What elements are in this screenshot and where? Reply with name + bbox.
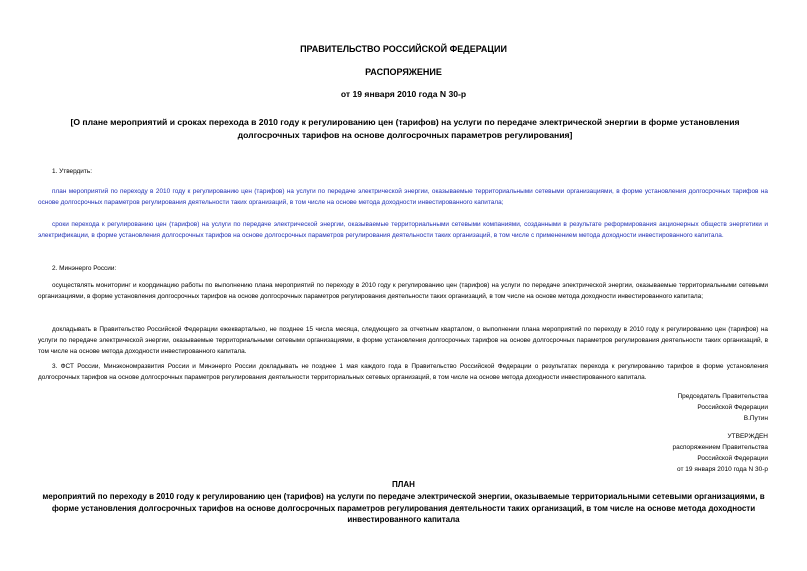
approval-line-3: Российской Федерации (697, 455, 768, 462)
paragraph-1a-link[interactable]: план мероприятий по переходу в 2010 году к регулированию цен (тарифов) на услуги по передаче электрической энергии, оказываемые территориальными сетевыми организациями, в форме установления долгосрочных тарифов на основе долгосрочных параметров регулирования деятельности таких организаций, в том числе на основе метода доходности инвестированного капитала; (38, 188, 768, 206)
signature-line-2: Российской Федерации (697, 404, 768, 411)
paragraph-2b: докладывать в Правительство Российской Федерации ежеквартально, не позднее 15 числа месяца, следующего за отчетным кварталом, о выполнении плана мероприятий по переходу в 2010 году к регулированию цен (тарифов) на услуги по передаче электрической энергии, оказываемые территориальными сетевыми организациями, в форме установления долгосрочных тарифов на основе долгосрочных параметров регулирования деятельности таких организаций, в том числе на основе метода доходности инвестированного капитала. (38, 326, 768, 355)
signature-line-1: Председатель Правительства (677, 393, 768, 400)
document-title: [О плане мероприятий и сроках перехода в 2010 году к регулированию цен (тарифов) на услуги по передаче электрической энергии в форме установления долгосрочных тарифов на основе долгосрочных параметров регулирования] (70, 117, 740, 140)
signature-block (568, 391, 768, 424)
paragraph-1b-link[interactable]: сроки перехода к регулированию цен (тарифов) на услуги по передаче электрической энергии, оказываемые территориальными сетевыми компаниями, созданными в результате реформирования акционерных обществ энергетики и электрификации, в форме установления долгосрочных тарифов на основе долгосрочных параметров регулирования деятельности таких организаций, в том числе с применением метода доходности инвестированного капитала. (38, 221, 768, 239)
document-date-number: от 19 января 2010 года N 30-р (340, 89, 467, 99)
signature-line-3: В.Путин (743, 415, 768, 422)
plan-subtitle: мероприятий по переходу в 2010 году к регулированию цен (тарифов) на услуги по передаче электрической энергии, оказываемые территориальными сетевыми организациями, в форме установления долгосрочных тарифов на основе долгосрочных параметров регулирования деятельности таких организаций, в том числе на основе метода доходности инвестированного капитала (42, 492, 765, 524)
paragraph-2a: осуществлять мониторинг и координацию работы по выполнению плана мероприятий по переходу в 2010 году к регулированию цен (тарифов) на услуги по передаче электрической энергии, оказываемые территориальными сетевыми организациями, в форме установления долгосрочных тарифов на основе долгосрочных параметров регулирования деятельности таких организаций, в том числе на основе метода доходности инвестированного капитала; (38, 282, 768, 300)
approval-line-1: УТВЕРЖДЕН (727, 433, 768, 440)
paragraph-1: 1. Утвердить: (52, 168, 92, 175)
approval-block (568, 431, 768, 475)
approval-line-4: от 19 января 2010 года N 30-р (677, 466, 768, 473)
document-type-heading: РАСПОРЯЖЕНИЕ (365, 67, 442, 77)
paragraph-3: 3. ФСТ России, Минэкономразвития России и Минэнерго России докладывать не позднее 1 мая каждого года в Правительство Российской Федерации о результатах перехода к регулированию тарифов в форме установления долгосрочных тарифов на основе долгосрочных параметров регулирования деятельности территориальных сетевых организаций, в том числе на основе метода доходности инвестированного капитала. (38, 363, 768, 381)
approval-line-2: распоряжением Правительства (672, 444, 768, 451)
issuer-heading: ПРАВИТЕЛЬСТВО РОССИЙСКОЙ ФЕДЕРАЦИИ (300, 44, 507, 54)
paragraph-2: 2. Минэнерго России: (52, 265, 117, 272)
plan-heading: ПЛАН (392, 480, 415, 489)
